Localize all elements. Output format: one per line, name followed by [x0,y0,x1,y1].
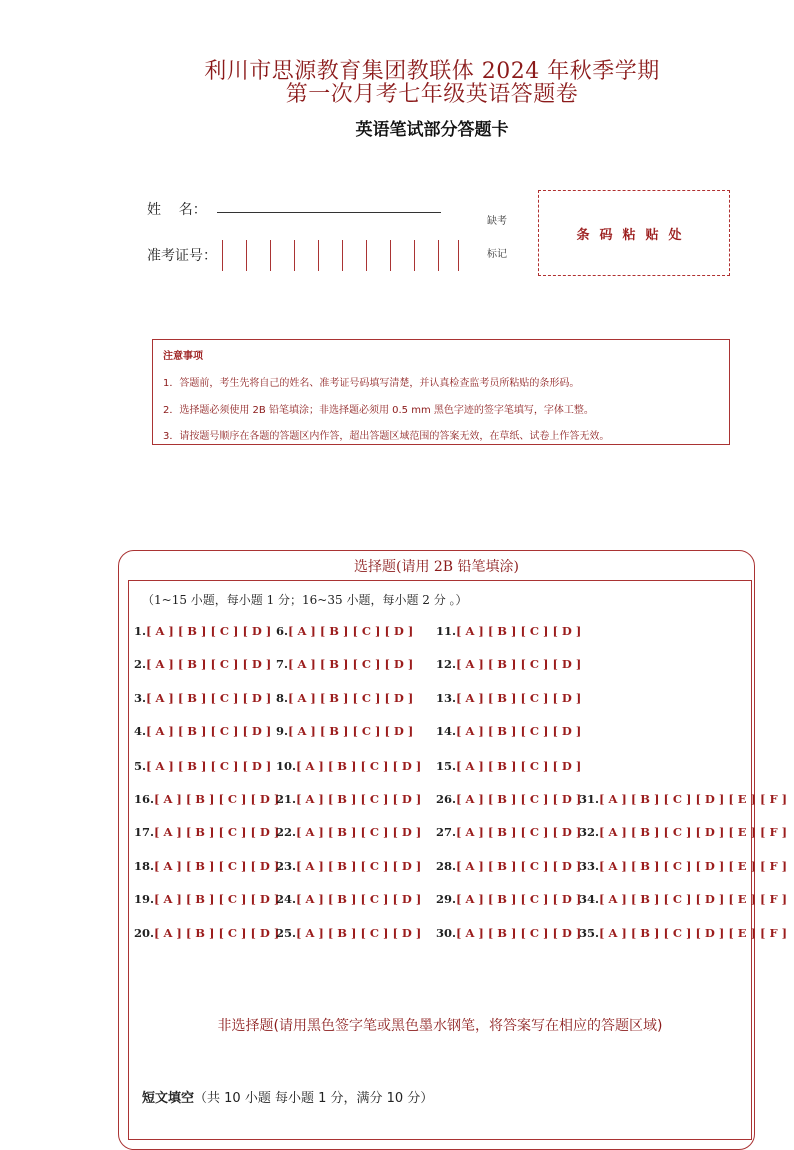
question-number: 5. [134,759,147,773]
subtitle: 英语笔试部分答题卡 [355,120,509,140]
answer-options[interactable]: [ A ] [ B ] [ C ] [ D ] [296,792,422,806]
exam-id-box[interactable] [318,240,342,271]
question-number: 34. [579,892,600,906]
question-number: 11. [436,624,457,638]
absent-label-top: 缺考 [487,216,507,227]
question-number: 13. [436,691,457,705]
question-number: 25. [276,926,297,940]
scoring-hint: （1~15 小题，每小题 1 分；16~35 小题，每小题 2 分 。） [142,593,468,607]
question-number: 20. [134,926,155,940]
question-number: 4. [134,724,147,738]
question-17[interactable] [134,825,279,839]
question-24[interactable] [276,892,421,906]
exam-id-label: 准考证号： [147,248,217,264]
question-13[interactable] [436,691,581,705]
answer-options[interactable]: [ A ] [ B ] [ C ] [ D ] [288,657,414,671]
question-number: 22. [276,825,297,839]
answer-options[interactable]: [ A ] [ B ] [ C ] [ D ] [456,691,582,705]
answer-options[interactable]: [ A ] [ B ] [ C ] [ D ] [288,691,414,705]
question-29[interactable] [436,892,581,906]
barcode-area: 条码粘贴处 [538,190,730,276]
answer-options[interactable]: [ A ] [ B ] [ C ] [ D ] [296,892,422,906]
question-number: 28. [436,859,457,873]
exam-id-box[interactable] [414,240,438,271]
question-number: 24. [276,892,297,906]
answer-options[interactable]: [ A ] [ B ] [ C ] [ D ] [146,691,272,705]
answer-options[interactable]: [ A ] [ B ] [ C ] [ D ] [146,624,272,638]
question-1[interactable] [134,624,271,638]
question-number: 1. [134,624,147,638]
answer-options[interactable]: [ A ] [ B ] [ C ] [ D ] [146,759,272,773]
question-27[interactable] [436,825,581,839]
question-25[interactable] [276,926,421,940]
exam-id-box[interactable] [390,240,414,271]
question-number: 2. [134,657,147,671]
question-18[interactable] [134,859,279,873]
question-21[interactable] [276,792,421,806]
question-number: 35. [579,926,600,940]
answer-options[interactable]: [ A ] [ B ] [ C ] [ D ] [296,759,422,773]
answer-options[interactable]: [ A ] [ B ] [ C ] [ D ] [456,892,582,906]
answer-options[interactable]: [ A ] [ B ] [ C ] [ D ] [ E ] [ F ] [599,792,788,806]
question-23[interactable] [276,859,421,873]
answer-options[interactable]: [ A ] [ B ] [ C ] [ D ] [154,825,280,839]
exam-id-box[interactable] [294,240,318,271]
absent-label-bottom: 标记 [487,249,507,260]
answer-options[interactable]: [ A ] [ B ] [ C ] [ D ] [146,724,272,738]
question-number: 31. [579,792,600,806]
question-5[interactable] [134,759,271,773]
answer-options[interactable]: [ A ] [ B ] [ C ] [ D ] [456,759,582,773]
notice-title: 注意事项 [163,351,203,362]
question-2[interactable] [134,657,271,671]
question-16[interactable] [134,792,279,806]
question-3[interactable] [134,691,271,705]
answer-options[interactable]: [ A ] [ B ] [ C ] [ D ] [ E ] [ F ] [599,825,788,839]
answer-options[interactable]: [ A ] [ B ] [ C ] [ D ] [154,926,280,940]
answer-options[interactable]: [ A ] [ B ] [ C ] [ D ] [154,892,280,906]
question-number: 9. [276,724,289,738]
question-20[interactable] [134,926,279,940]
exam-id-box[interactable] [246,240,270,271]
answer-options[interactable]: [ A ] [ B ] [ C ] [ D ] [288,724,414,738]
notice-item: 2．选择题必须使用 2B 铅笔填涂；非选择题必须用 0.5 mm 黑色字迹的签字笔填写，字体工整。 [163,405,594,416]
question-31[interactable] [579,792,787,806]
name-label: 姓 名： [147,202,207,218]
title-line-1: 利川市思源教育集团教联体 2024 年秋季学期 [204,59,660,84]
question-number: 10. [276,759,297,773]
answer-options[interactable]: [ A ] [ B ] [ C ] [ D ] [288,624,414,638]
cloze-detail: （共 10 小题 每小题 1 分，满分 10 分） [194,1091,434,1106]
question-10[interactable] [276,759,421,773]
question-22[interactable] [276,825,421,839]
exam-id-box[interactable] [222,240,246,271]
question-number: 26. [436,792,457,806]
question-28[interactable] [436,859,581,873]
answer-options[interactable]: [ A ] [ B ] [ C ] [ D ] [456,859,582,873]
question-34[interactable] [579,892,787,906]
exam-id-box-edge [458,240,482,271]
answer-options[interactable]: [ A ] [ B ] [ C ] [ D ] [456,825,582,839]
exam-id-box[interactable] [270,240,294,271]
question-11[interactable] [436,624,581,638]
question-26[interactable] [436,792,581,806]
question-8[interactable] [276,691,413,705]
question-7[interactable] [276,657,413,671]
cloze-label: 短文填空 [142,1091,195,1106]
question-33[interactable] [579,859,787,873]
question-30[interactable] [436,926,581,940]
question-12[interactable] [436,657,581,671]
question-number: 19. [134,892,155,906]
question-19[interactable] [134,892,279,906]
answer-options[interactable]: [ A ] [ B ] [ C ] [ D ] [154,859,280,873]
choice-section-title: 选择题(请用 2B 铅笔填涂) [353,559,520,575]
cloze-heading [142,1087,433,1106]
question-number: 30. [436,926,457,940]
question-14[interactable] [436,724,581,738]
question-number: 7. [276,657,289,671]
answer-options[interactable]: [ A ] [ B ] [ C ] [ D ] [456,724,582,738]
answer-options[interactable]: [ A ] [ B ] [ C ] [ D ] [ E ] [ F ] [599,859,788,873]
question-number: 6. [276,624,289,638]
question-4[interactable] [134,724,271,738]
question-number: 16. [134,792,155,806]
answer-options[interactable]: [ A ] [ B ] [ C ] [ D ] [296,859,422,873]
question-number: 27. [436,825,457,839]
notice-item: 1．答题前，考生先将自己的姓名、准考证号码填写清楚，并认真检查监考员所粘贴的条形码。 [163,378,580,389]
question-number: 15. [436,759,457,773]
exam-id-box[interactable] [366,240,390,271]
question-number: 32. [579,825,600,839]
name-field[interactable] [217,212,441,213]
question-number: 8. [276,691,289,705]
answer-options[interactable]: [ A ] [ B ] [ C ] [ D ] [456,792,582,806]
answer-options[interactable]: [ A ] [ B ] [ C ] [ D ] [456,657,582,671]
notice-item: 3．请按题号顺序在各题的答题区内作答，超出答题区域范围的答案无效，在草纸、试卷上作答无效。 [163,431,610,442]
answer-options[interactable]: [ A ] [ B ] [ C ] [ D ] [ E ] [ F ] [599,926,788,940]
answer-options[interactable]: [ A ] [ B ] [ C ] [ D ] [456,624,582,638]
question-15[interactable] [436,759,581,773]
question-number: 29. [436,892,457,906]
answer-options[interactable]: [ A ] [ B ] [ C ] [ D ] [ E ] [ F ] [599,892,788,906]
question-number: 12. [436,657,457,671]
answer-options[interactable]: [ A ] [ B ] [ C ] [ D ] [154,792,280,806]
question-number: 14. [436,724,457,738]
question-number: 23. [276,859,297,873]
exam-id-box[interactable] [342,240,366,271]
question-number: 18. [134,859,155,873]
notice-box [152,339,730,445]
answer-options[interactable]: [ A ] [ B ] [ C ] [ D ] [146,657,272,671]
question-number: 17. [134,825,155,839]
question-35[interactable] [579,926,787,940]
question-number: 3. [134,691,147,705]
question-9[interactable] [276,724,413,738]
answer-options[interactable]: [ A ] [ B ] [ C ] [ D ] [456,926,582,940]
question-32[interactable] [579,825,787,839]
title-line-2: 第一次月考七年级英语答题卷 [285,82,579,107]
answer-options[interactable]: [ A ] [ B ] [ C ] [ D ] [296,926,422,940]
answer-options[interactable]: [ A ] [ B ] [ C ] [ D ] [296,825,422,839]
question-6[interactable] [276,624,413,638]
question-number: 33. [579,859,600,873]
nonchoice-section-title: 非选择题(请用黑色签字笔或黑色墨水钢笔，将答案写在相应的答题区域) [217,1018,663,1034]
question-number: 21. [276,792,297,806]
